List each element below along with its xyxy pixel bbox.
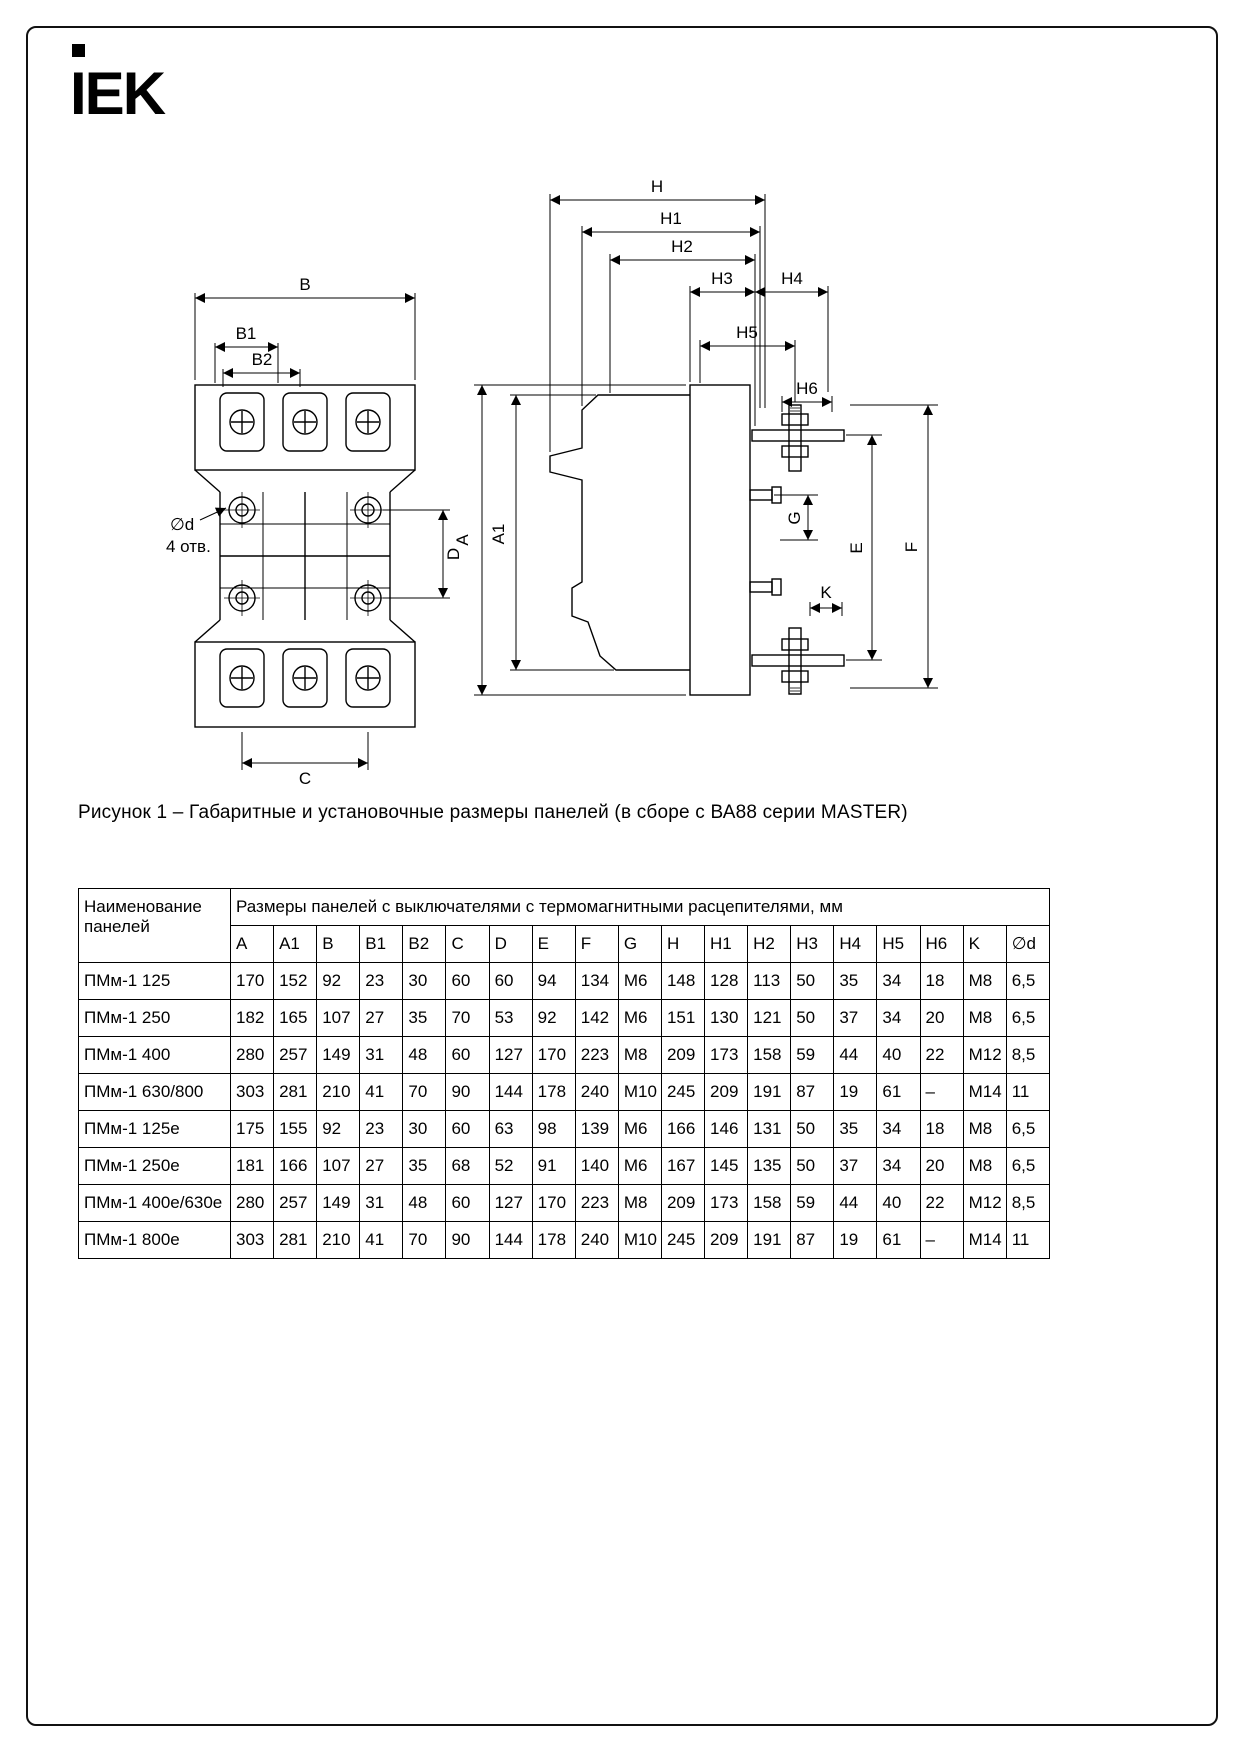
dimension-cell: 149 [317,1185,360,1222]
table-header-row [79,889,1050,926]
dimension-cell: 23 [360,1111,403,1148]
dimension-cell: 50 [791,1111,834,1148]
dimension-cell: 280 [231,1185,274,1222]
dimension-cell: 59 [791,1185,834,1222]
dimension-cell: М6 [618,963,661,1000]
dimension-cell: 151 [661,1000,704,1037]
dimension-cell: М14 [963,1222,1006,1259]
dimension-cell: 170 [532,1185,575,1222]
mounting-hole [224,492,260,528]
panel-name-cell: ПМм-1 630/800 [79,1074,231,1111]
dimension-cell: 245 [661,1222,704,1259]
dimension-cell: 60 [446,963,489,1000]
column-header: G [618,926,661,963]
dimension-cell: 91 [532,1148,575,1185]
dimension-cell: 6,5 [1006,1000,1049,1037]
dimension-cell: 166 [274,1148,317,1185]
column-header: K [963,926,1006,963]
dimension-cell: М10 [618,1222,661,1259]
dimension-cell: 175 [231,1111,274,1148]
dimension-cell: 22 [920,1037,963,1074]
dimension-cell: 90 [446,1074,489,1111]
dimension-cell: 61 [877,1222,920,1259]
table-row [79,1185,1050,1222]
dimension-cell: 130 [705,1000,748,1037]
dimension-cell: 8,5 [1006,1037,1049,1074]
dimension-cell: 135 [748,1148,791,1185]
logo-dot [72,44,85,57]
group-header: Размеры панелей с выключателями с термомагнитными расцепителями, мм [231,889,1050,926]
dimension-cell: 8,5 [1006,1185,1049,1222]
dimension-cell: 209 [705,1222,748,1259]
dimension-cell: М6 [618,1148,661,1185]
dimension-cell: 92 [532,1000,575,1037]
dimension-cell: 98 [532,1111,575,1148]
table-row [79,1111,1050,1148]
dimension-cell: 210 [317,1222,360,1259]
dimension-cell: 11 [1006,1222,1049,1259]
dimension-cell: 209 [705,1074,748,1111]
panel-name-header: Наименование панелей [79,889,231,963]
dimension-cell: 35 [403,1148,446,1185]
dimension-cell: 223 [575,1185,618,1222]
dimension-cell: 19 [834,1222,877,1259]
dimension-cell: 30 [403,1111,446,1148]
dim-label-holes: 4 отв. [166,537,211,556]
dimensions-table [78,888,1050,1259]
dimension-table-body [79,963,1050,1259]
dim-label-c: C [298,769,312,788]
front-view-dimensions [195,293,450,770]
table-row [79,963,1050,1000]
terminal-pad [346,649,390,707]
dimension-cell: 191 [748,1222,791,1259]
dimension-cell: 139 [575,1111,618,1148]
dimension-cell: 170 [231,963,274,1000]
dimension-cell: М8 [618,1185,661,1222]
mounting-hole [224,580,260,616]
dimension-cell: 44 [834,1037,877,1074]
dimension-cell: 87 [791,1222,834,1259]
dimension-cell: 20 [920,1000,963,1037]
dimension-cell: 148 [661,963,704,1000]
table-row [79,1037,1050,1074]
dimension-cell: 34 [877,963,920,1000]
dimension-cell: 63 [489,1111,532,1148]
dimension-cell: 158 [748,1037,791,1074]
mounting-hole [350,492,386,528]
dimension-cell: 280 [231,1037,274,1074]
logo-text: IEK [70,60,165,122]
bottom-stud-assembly [752,628,844,694]
dim-label-b2: B2 [251,350,273,369]
dimension-cell: 19 [834,1074,877,1111]
dimension-cell: М8 [963,1000,1006,1037]
figure-drawing [160,150,1070,795]
dimension-cell: 149 [317,1037,360,1074]
column-header: H4 [834,926,877,963]
dimension-cell: 155 [274,1111,317,1148]
dimension-cell: 165 [274,1000,317,1037]
dimension-cell: 140 [575,1148,618,1185]
dimension-cell: – [920,1222,963,1259]
dim-label-b1: B1 [235,324,257,343]
breaker-body-profile [550,395,690,670]
dimension-cell: 48 [403,1185,446,1222]
table-row [79,1222,1050,1259]
figure-caption: Рисунок 1 – Габаритные и установочные размеры панелей (в сборе с ВА88 серии MASTER) [78,802,908,823]
dimension-cell: 92 [317,1111,360,1148]
dimension-cell: М6 [618,1000,661,1037]
dimension-cell: М10 [618,1074,661,1111]
side-view-dimensions [474,194,938,695]
dimension-cell: 11 [1006,1074,1049,1111]
panel-name-cell: ПМм-1 400 [79,1037,231,1074]
dimension-cell: М12 [963,1185,1006,1222]
dimension-cell: 158 [748,1185,791,1222]
dim-label-h6: H6 [796,379,818,398]
dimension-cell: 70 [446,1000,489,1037]
panel-name-cell: ПМм-1 125е [79,1111,231,1148]
dimension-cell: М14 [963,1074,1006,1111]
dim-label-diam: ∅d [170,515,195,534]
dimension-cell: 128 [705,963,748,1000]
dimension-cell: 182 [231,1000,274,1037]
dimension-cell: 173 [705,1037,748,1074]
dimension-cell: 127 [489,1037,532,1074]
dimension-cell: 35 [834,963,877,1000]
dimension-cell: 303 [231,1074,274,1111]
dimension-cell: 27 [360,1000,403,1037]
column-header: H6 [920,926,963,963]
dimension-cell: 240 [575,1222,618,1259]
panel-name-cell: ПМм-1 800е [79,1222,231,1259]
dimension-cell: 257 [274,1185,317,1222]
dimension-cell: 303 [231,1222,274,1259]
dim-label-e: E [847,542,866,554]
dimension-cell: 34 [877,1148,920,1185]
dim-label-h5: H5 [736,323,758,342]
dimension-cell: 50 [791,1148,834,1185]
terminal-pad [346,393,390,451]
dimension-cell: – [920,1074,963,1111]
table-row [79,1148,1050,1185]
dim-label-f: F [902,541,921,553]
dimension-cell: 145 [705,1148,748,1185]
dim-label-g: G [785,511,804,525]
dimension-cell: 113 [748,963,791,1000]
dimension-cell: 40 [877,1037,920,1074]
dimension-cell: 34 [877,1111,920,1148]
dimension-cell: 210 [317,1074,360,1111]
dimension-cell: 61 [877,1074,920,1111]
dim-label-a: A [453,534,472,546]
dimension-cell: 6,5 [1006,1148,1049,1185]
dimension-cell: 127 [489,1185,532,1222]
dimension-cell: 170 [532,1037,575,1074]
column-header: E [532,926,575,963]
dimension-cell: 59 [791,1037,834,1074]
dim-label-h3: H3 [711,269,733,288]
column-header: H1 [705,926,748,963]
dimension-cell: 48 [403,1037,446,1074]
dimension-cell: 223 [575,1037,618,1074]
dimension-cell: 18 [920,963,963,1000]
dimension-cell: 31 [360,1185,403,1222]
dimension-cell: 209 [661,1185,704,1222]
dimension-cell: М8 [963,963,1006,1000]
dimension-cell: 92 [317,963,360,1000]
dim-label-h1: H1 [660,209,682,228]
dimension-cell: 53 [489,1000,532,1037]
dimension-cell: 240 [575,1074,618,1111]
mounting-hole [350,580,386,616]
dimension-cell: 144 [489,1222,532,1259]
dim-label-b: B [299,275,311,294]
panel-name-cell: ПМм-1 125 [79,963,231,1000]
front-view-drawing [195,385,415,727]
dim-label-h4: H4 [781,269,803,288]
dimension-cell: 34 [877,1000,920,1037]
dimension-cell: 281 [274,1222,317,1259]
column-header: B2 [403,926,446,963]
table-row [79,1000,1050,1037]
dim-label-a1: A1 [489,523,508,545]
terminal-pad [283,649,327,707]
dimension-cell: 37 [834,1000,877,1037]
dimension-cell: 107 [317,1148,360,1185]
dimension-cell: М12 [963,1037,1006,1074]
terminal-screw [750,579,781,595]
dimension-cell: М8 [963,1148,1006,1185]
dimension-cell: 144 [489,1074,532,1111]
table-row [79,1074,1050,1111]
dimension-cell: 60 [446,1037,489,1074]
column-header: A [231,926,274,963]
dimension-cell: 146 [705,1111,748,1148]
dimension-cell: 41 [360,1074,403,1111]
dimension-cell: 50 [791,963,834,1000]
dimension-cell: 173 [705,1185,748,1222]
dimension-cell: 178 [532,1074,575,1111]
dimension-cell: М8 [963,1111,1006,1148]
dimension-cell: 87 [791,1074,834,1111]
dimension-cell: 70 [403,1222,446,1259]
dimension-cell: 35 [834,1111,877,1148]
mounting-panel-plate [690,385,750,695]
dim-label-h: H [650,177,664,196]
dimension-cell: 257 [274,1037,317,1074]
dimension-cell: 131 [748,1111,791,1148]
dimension-cell: 44 [834,1185,877,1222]
dimension-cell: 134 [575,963,618,1000]
terminal-pad [283,393,327,451]
dimension-cell: 23 [360,963,403,1000]
panel-name-cell: ПМм-1 250е [79,1148,231,1185]
dimension-cell: 70 [403,1074,446,1111]
dimension-cell: 50 [791,1000,834,1037]
dimension-cell: 178 [532,1222,575,1259]
dimension-cell: 107 [317,1000,360,1037]
dimension-cell: 68 [446,1148,489,1185]
dimension-cell: 20 [920,1148,963,1185]
dimension-cell: 245 [661,1074,704,1111]
dimension-cell: 152 [274,963,317,1000]
column-header: H3 [791,926,834,963]
top-stud-assembly [752,405,844,471]
dimension-cell: 191 [748,1074,791,1111]
dimension-cell: 94 [532,963,575,1000]
iek-logo [70,44,220,127]
dimension-cell: 18 [920,1111,963,1148]
column-header: D [489,926,532,963]
dimension-cell: 209 [661,1037,704,1074]
dimension-cell: 166 [661,1111,704,1148]
dimension-cell: 52 [489,1148,532,1185]
column-header: B [317,926,360,963]
dimension-cell: 60 [446,1111,489,1148]
dimension-cell: 35 [403,1000,446,1037]
terminal-pad [220,649,264,707]
panel-name-cell: ПМм-1 400е/630е [79,1185,231,1222]
column-header: B1 [360,926,403,963]
dimension-cell: 142 [575,1000,618,1037]
dimension-cell: 27 [360,1148,403,1185]
column-header: A1 [274,926,317,963]
column-header: H2 [748,926,791,963]
column-header: H [661,926,704,963]
dimension-cell: 30 [403,963,446,1000]
terminal-pad [220,393,264,451]
dimension-cell: 167 [661,1148,704,1185]
column-header: ∅d [1006,926,1049,963]
dimension-cell: 90 [446,1222,489,1259]
dim-label-h2: H2 [671,237,693,256]
dimension-cell: М8 [618,1037,661,1074]
dimension-cell: 40 [877,1185,920,1222]
dimension-cell: 60 [446,1185,489,1222]
dimension-cell: 181 [231,1148,274,1185]
dim-label-d: D [444,547,463,561]
column-header: F [575,926,618,963]
dimension-cell: 6,5 [1006,1111,1049,1148]
column-header: H5 [877,926,920,963]
column-header: C [446,926,489,963]
dimension-cell: 121 [748,1000,791,1037]
dimension-cell: 31 [360,1037,403,1074]
dimension-cell: 281 [274,1074,317,1111]
dimension-cell: 22 [920,1185,963,1222]
dimension-cell: М6 [618,1111,661,1148]
dimension-cell: 60 [489,963,532,1000]
panel-name-cell: ПМм-1 250 [79,1000,231,1037]
dim-label-k: K [820,583,832,602]
dimension-cell: 6,5 [1006,963,1049,1000]
dimension-cell: 41 [360,1222,403,1259]
dimension-cell: 37 [834,1148,877,1185]
